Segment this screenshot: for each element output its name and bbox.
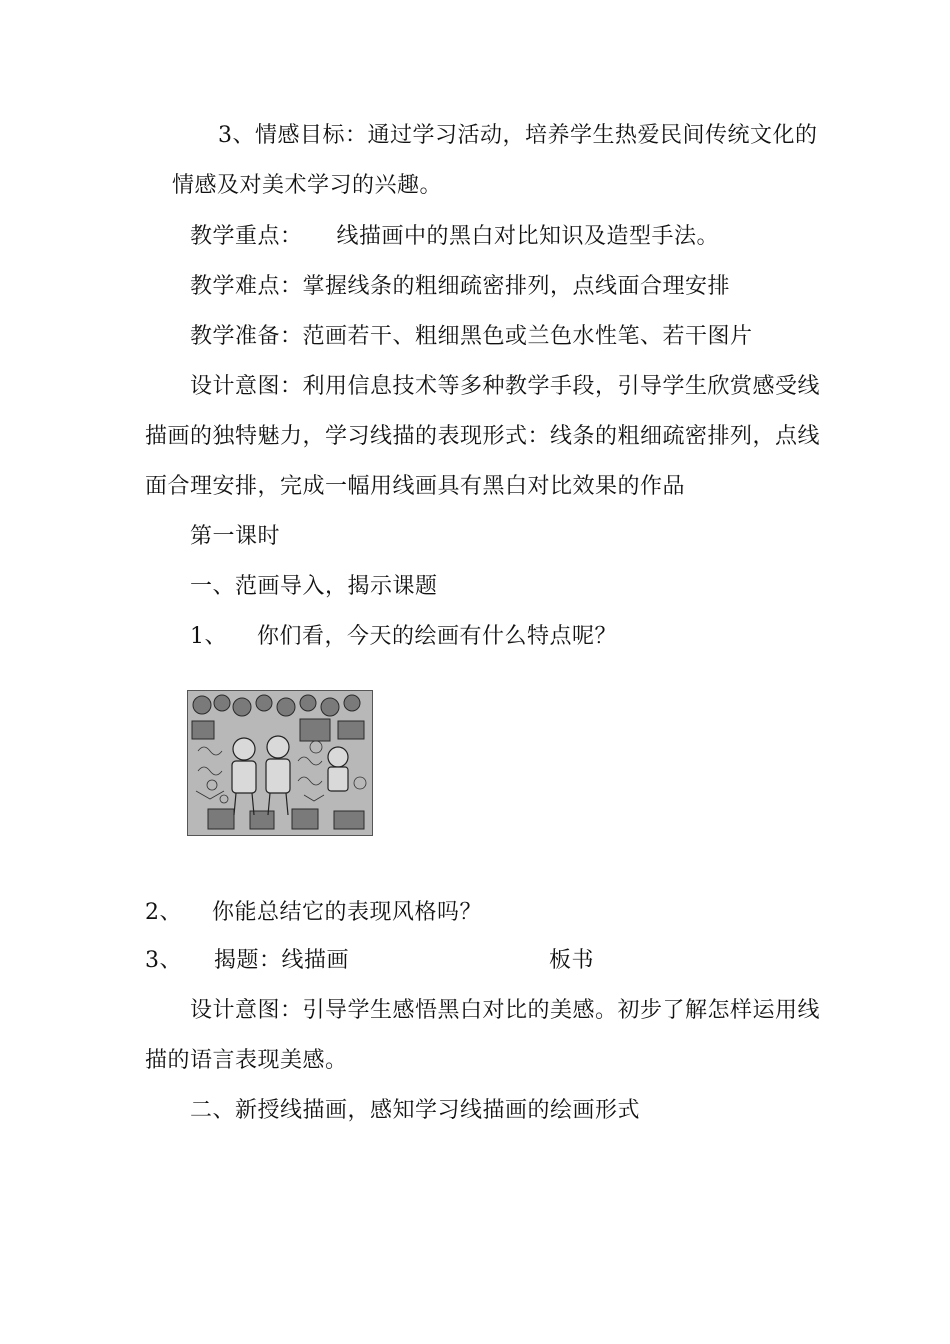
question-2-text: 你能总结它的表现风格吗？	[212, 900, 483, 925]
question-2-number: 2、	[145, 900, 182, 925]
blackboard-label: 板书	[549, 948, 595, 973]
section-heading-1: 一、范画导入，揭示课题	[190, 574, 438, 599]
teaching-preparation: 教学准备：范画若干、粗细黑色或兰色水性笔、若干图片	[190, 324, 753, 349]
question-1-number: 1、	[190, 624, 227, 649]
lesson-heading: 第一课时	[190, 524, 281, 549]
question-1	[190, 622, 617, 652]
question-2	[145, 898, 482, 928]
line-drawing-illustration	[188, 691, 372, 835]
paragraph-emotion-goal-line2: 情感及对美术学习的兴趣。	[172, 173, 443, 198]
design-intent-1-line2: 描画的独特魅力，学习线描的表现形式：线条的粗细疏密排列，点线	[145, 424, 821, 449]
teaching-focus-text: 线描画中的黑白对比知识及造型手法。	[336, 224, 720, 249]
paragraph-emotion-goal-line1: 3、情感目标：通过学习活动，培养学生热爱民间传统文化的	[218, 123, 818, 148]
teaching-focus-label: 教学重点：	[190, 224, 303, 249]
design-intent-2-line2: 描的语言表现美感。	[145, 1048, 348, 1073]
question-1-text: 你们看，今天的绘画有什么特点呢？	[257, 624, 618, 649]
design-intent-1-line1: 设计意图：利用信息技术等多种教学手段，引导学生欣赏感受线	[190, 374, 821, 399]
teaching-focus	[190, 222, 719, 252]
design-intent-2-line1: 设计意图：引导学生感悟黑白对比的美感。初步了解怎样运用线	[190, 998, 821, 1023]
question-3	[145, 946, 594, 976]
section-heading-2: 二、新授线描画，感知学习线描画的绘画形式	[190, 1098, 641, 1123]
question-3-number: 3、	[145, 948, 182, 973]
sample-line-drawing-image	[187, 690, 373, 836]
teaching-difficulty: 教学难点：掌握线条的粗细疏密排列，点线面合理安排	[190, 274, 731, 299]
design-intent-1-line3: 面合理安排，完成一幅用线画具有黑白对比效果的作品	[145, 474, 686, 499]
question-3-text: 揭题：线描画	[214, 948, 350, 973]
